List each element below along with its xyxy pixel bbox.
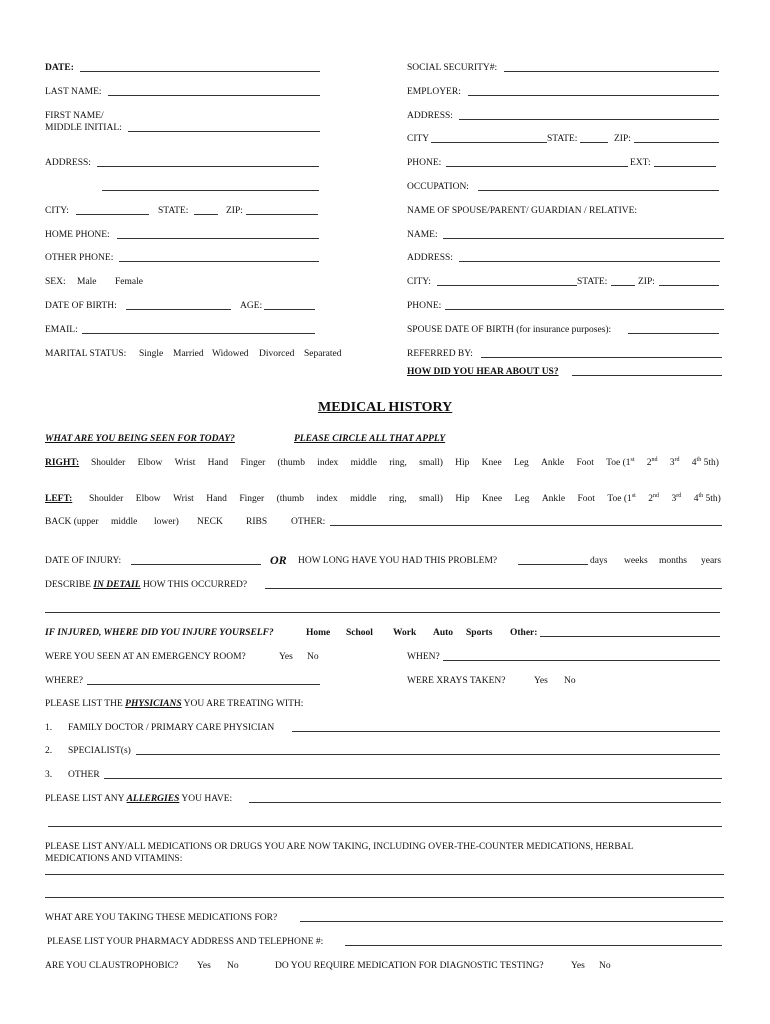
describe-field[interactable] (265, 588, 722, 589)
xrays-yes-option[interactable]: Yes (534, 676, 548, 686)
medications-instruction-line2: MEDICATIONS AND VITAMINS: (45, 854, 183, 864)
claustrophobic-no-option[interactable]: No (227, 961, 239, 971)
family-doctor-label: FAMILY DOCTOR / PRIMARY CARE PHYSICIAN (68, 723, 275, 733)
medications-instruction-line1: PLEASE LIST ANY/ALL MEDICATIONS OR DRUGS YOU ARE NOW TAKING, INCLUDING OVER-THE-COUNTER MEDICATIONS, HERBAL (45, 842, 634, 852)
injury-sports-option[interactable]: Sports (466, 628, 493, 638)
relative-city-label: CITY: (407, 277, 431, 287)
injury-other-label: Other: (510, 628, 538, 638)
specialist-label: SPECIALIST(s) (68, 746, 131, 756)
relative-address-field[interactable] (459, 261, 720, 262)
relative-address-label: ADDRESS: (407, 253, 453, 263)
age-label: AGE: (240, 301, 263, 311)
right-thumb-option[interactable]: (thumb (277, 458, 305, 468)
left-toe-2-option[interactable]: 2nd (648, 492, 660, 504)
left-elbow-option[interactable]: Elbow (135, 494, 161, 504)
allergies-label: PLEASE LIST ANY ALLERGIES YOU HAVE: (45, 794, 233, 804)
right-elbow-option[interactable]: Elbow (137, 458, 163, 468)
left-small-option[interactable]: small) (419, 494, 443, 504)
state-label: STATE: (158, 206, 189, 216)
address-label: ADDRESS: (45, 158, 91, 168)
right-ring-option[interactable]: ring, (389, 458, 407, 468)
xrays-question: WERE XRAYS TAKEN? (407, 676, 506, 686)
right-side-label: RIGHT: (45, 458, 80, 468)
right-middle-option[interactable]: middle (350, 458, 377, 468)
marital-option-married[interactable]: Married (173, 349, 204, 359)
date-label: DATE: (45, 63, 74, 73)
dob-label: DATE OF BIRTH: (45, 301, 117, 311)
physician-2-number: 2. (45, 746, 53, 756)
how-hear-label: HOW DID YOU HEAR ABOUT US? (407, 367, 559, 377)
employer-zip-label: ZIP: (614, 134, 631, 144)
middle-initial-label: MIDDLE INITIAL: (45, 123, 122, 133)
sex-option-female[interactable]: Female (115, 277, 143, 287)
right-shoulder-option[interactable]: Shoulder (91, 458, 126, 468)
right-knee-option[interactable]: Knee (481, 458, 502, 468)
employer-address-field[interactable] (459, 119, 719, 120)
pharmacy-label: PLEASE LIST YOUR PHARMACY ADDRESS AND TELEPHONE #: (47, 937, 324, 947)
referred-by-label: REFERRED BY: (407, 349, 473, 359)
er-question: WERE YOU SEEN AT AN EMERGENCY ROOM? (45, 652, 246, 662)
first-name-label: FIRST NAME/ (45, 111, 104, 121)
left-hand-option[interactable]: Hand (206, 494, 227, 504)
medications-for-field[interactable] (300, 921, 723, 922)
occupation-field[interactable] (478, 190, 719, 191)
medications-field[interactable] (45, 874, 724, 875)
right-hip-option[interactable]: Hip (455, 458, 470, 468)
how-hear-field[interactable] (572, 375, 722, 376)
describe-field-line2[interactable] (45, 612, 720, 613)
marital-option-widowed[interactable]: Widowed (212, 349, 249, 359)
address-line2-field[interactable] (102, 190, 319, 191)
state-field[interactable] (194, 214, 218, 215)
date-field[interactable] (80, 71, 320, 72)
injury-school-option[interactable]: School (346, 628, 373, 638)
other-physician-field[interactable] (104, 778, 722, 779)
duration-years-option[interactable]: years (701, 556, 722, 566)
first-name-field[interactable] (128, 131, 320, 132)
left-ring-option[interactable]: ring, (388, 494, 407, 504)
city-field[interactable] (76, 214, 149, 215)
right-toe-3-option[interactable]: 3rd (669, 456, 680, 468)
city-label: CITY: (45, 206, 69, 216)
right-small-option[interactable]: small) (419, 458, 443, 468)
relative-phone-label: PHONE: (407, 301, 442, 311)
allergies-field[interactable] (249, 802, 721, 803)
date-of-injury-field[interactable] (131, 564, 261, 565)
left-shoulder-option[interactable]: Shoulder (89, 494, 124, 504)
ssn-field[interactable] (504, 71, 719, 72)
duration-weeks-option[interactable]: weeks (624, 556, 648, 566)
left-hip-option[interactable]: Hip (455, 494, 470, 504)
pharmacy-field[interactable] (345, 945, 722, 946)
last-name-field[interactable] (108, 95, 320, 96)
employer-zip-field[interactable] (634, 142, 719, 143)
xrays-no-option[interactable]: No (564, 676, 576, 686)
injury-other-field[interactable] (540, 636, 720, 637)
specialist-field[interactable] (136, 754, 720, 755)
other-area-label: OTHER: (291, 517, 326, 527)
diagnostic-medication-question: DO YOU REQUIRE MEDICATION FOR DIAGNOSTIC TESTING? (275, 961, 544, 971)
left-leg-option[interactable]: Leg (514, 494, 530, 504)
right-body-parts-row (91, 458, 719, 469)
back-lower-option[interactable]: lower) (154, 517, 179, 527)
diagnostic-yes-option[interactable]: Yes (571, 961, 585, 971)
employer-label: EMPLOYER: (407, 87, 461, 97)
left-middle-option[interactable]: middle (350, 494, 377, 504)
marital-option-separated[interactable]: Separated (304, 349, 342, 359)
back-middle-option[interactable]: middle (111, 517, 138, 527)
left-toe-1-option[interactable]: Toe (1st (607, 492, 636, 504)
or-separator: OR (270, 553, 287, 567)
email-field[interactable] (82, 333, 315, 334)
other-phone-field[interactable] (119, 261, 319, 262)
left-side-label: LEFT: (45, 494, 73, 504)
age-field[interactable] (264, 309, 315, 310)
employer-phone-label: PHONE: (407, 158, 442, 168)
ext-label: EXT: (630, 158, 651, 168)
right-foot-option[interactable]: Foot (576, 458, 594, 468)
spouse-dob-label: SPOUSE DATE OF BIRTH (for insurance purposes): (407, 325, 612, 335)
duration-months-option[interactable]: months (659, 556, 687, 566)
zip-label: ZIP: (226, 206, 243, 216)
right-finger-option[interactable]: Finger (240, 458, 266, 468)
right-toe-2-option[interactable]: 2nd (646, 456, 658, 468)
right-hand-option[interactable]: Hand (207, 458, 229, 468)
left-index-option[interactable]: index (316, 494, 338, 504)
left-toe-3-option[interactable]: 3rd (671, 492, 682, 504)
relative-city-field[interactable] (437, 285, 577, 286)
right-wrist-option[interactable]: Wrist (174, 458, 196, 468)
physician-1-number: 1. (45, 723, 53, 733)
left-foot-option[interactable]: Foot (577, 494, 595, 504)
left-ankle-option[interactable]: Ankle (541, 494, 566, 504)
relative-name-field[interactable] (443, 238, 724, 239)
relative-phone-field[interactable] (445, 309, 724, 310)
describe-label: DESCRIBE IN DETAIL HOW THIS OCCURRED? (45, 580, 248, 590)
neck-option[interactable]: NECK (197, 517, 223, 527)
employer-city-label: CITY (407, 134, 430, 144)
employer-field[interactable] (468, 95, 719, 96)
right-toe-1-option[interactable]: Toe (1st (606, 456, 635, 468)
occupation-label: OCCUPATION: (407, 182, 469, 192)
employer-city-field[interactable] (431, 142, 547, 143)
relative-state-field[interactable] (611, 285, 635, 286)
allergies-field-line2[interactable] (48, 826, 722, 827)
er-yes-option[interactable]: Yes (279, 652, 293, 662)
marital-status-label: MARITAL STATUS: (45, 349, 127, 359)
how-long-field[interactable] (518, 564, 588, 565)
dob-field[interactable] (126, 309, 231, 310)
other-phone-label: OTHER PHONE: (45, 253, 114, 263)
medical-history-title: MEDICAL HISTORY (318, 400, 453, 415)
family-doctor-field[interactable] (292, 731, 720, 732)
how-long-question: HOW LONG HAVE YOU HAD THIS PROBLEM? (298, 556, 498, 566)
relative-name-label: NAME: (407, 230, 438, 240)
sex-label: SEX: (45, 277, 66, 287)
diagnostic-no-option[interactable]: No (599, 961, 611, 971)
ribs-option[interactable]: RIBS (246, 517, 268, 527)
relative-zip-label: ZIP: (638, 277, 655, 287)
employer-address-label: ADDRESS: (407, 111, 453, 121)
address-field[interactable] (97, 166, 319, 167)
other-physician-label: OTHER (68, 770, 100, 780)
email-label: EMAIL: (45, 325, 78, 335)
physician-3-number: 3. (45, 770, 53, 780)
left-toe-4-option[interactable]: 4th 5th) (693, 492, 721, 504)
home-phone-label: HOME PHONE: (45, 230, 110, 240)
sex-option-male[interactable]: Male (77, 277, 97, 287)
marital-option-single[interactable]: Single (139, 349, 164, 359)
back-upper-option[interactable]: BACK (upper (45, 517, 99, 527)
duration-days-option[interactable]: days (590, 556, 608, 566)
last-name-label: LAST NAME: (45, 87, 102, 97)
right-toe-4-option[interactable]: 4th 5th) (691, 456, 719, 468)
spouse-dob-field[interactable] (628, 333, 719, 334)
left-knee-option[interactable]: Knee (482, 494, 503, 504)
medications-field-line2[interactable] (45, 897, 724, 898)
employer-phone-field[interactable] (446, 166, 628, 167)
referred-by-field[interactable] (481, 357, 722, 358)
zip-field[interactable] (246, 214, 318, 215)
left-wrist-option[interactable]: Wrist (173, 494, 194, 504)
right-index-option[interactable]: index (317, 458, 339, 468)
ssn-label: SOCIAL SECURITY#: (407, 63, 498, 73)
where-field[interactable] (87, 684, 320, 685)
where-label: WHERE? (45, 676, 83, 686)
right-ankle-option[interactable]: Ankle (540, 458, 565, 468)
left-body-parts-row (89, 494, 721, 505)
employer-state-field[interactable] (580, 142, 608, 143)
home-phone-field[interactable] (117, 238, 319, 239)
injury-auto-option[interactable]: Auto (433, 628, 454, 638)
claustrophobic-question: ARE YOU CLAUSTROPHOBIC? (45, 961, 179, 971)
when-field[interactable] (443, 660, 720, 661)
date-of-injury-label: DATE OF INJURY: (45, 556, 122, 566)
injury-home-option[interactable]: Home (306, 628, 331, 638)
claustrophobic-yes-option[interactable]: Yes (197, 961, 211, 971)
left-finger-option[interactable]: Finger (239, 494, 265, 504)
employer-state-label: STATE: (547, 134, 578, 144)
relative-zip-field[interactable] (659, 285, 719, 286)
injury-work-option[interactable]: Work (393, 628, 417, 638)
right-leg-option[interactable]: Leg (513, 458, 529, 468)
medications-for-label: WHAT ARE YOU TAKING THESE MEDICATIONS FOR? (45, 913, 278, 923)
other-area-field[interactable] (330, 525, 722, 526)
circle-all-instruction: PLEASE CIRCLE ALL THAT APPLY (294, 434, 446, 444)
seen-for-question: WHAT ARE YOU BEING SEEN FOR TODAY? (45, 434, 235, 444)
injured-where-question: IF INJURED, WHERE DID YOU INJURE YOURSELF? (45, 628, 274, 638)
relative-state-label: STATE: (577, 277, 608, 287)
when-label: WHEN? (407, 652, 440, 662)
physicians-heading: PLEASE LIST THE PHYSICIANS YOU ARE TREATING WITH: (45, 699, 304, 709)
ext-field[interactable] (654, 166, 716, 167)
left-thumb-option[interactable]: (thumb (276, 494, 305, 504)
marital-option-divorced[interactable]: Divorced (259, 349, 295, 359)
er-no-option[interactable]: No (307, 652, 319, 662)
spouse-section-heading: NAME OF SPOUSE/PARENT/ GUARDIAN / RELATIVE: (407, 206, 638, 216)
